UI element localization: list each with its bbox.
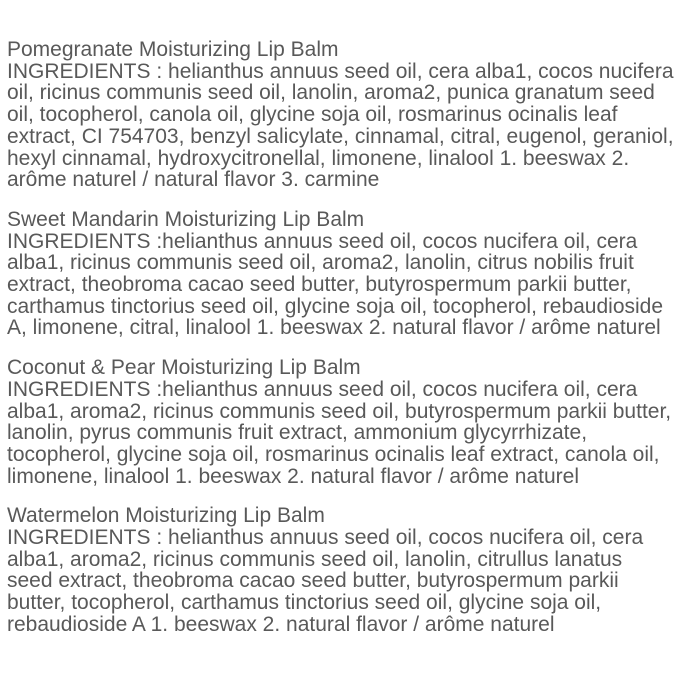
ingredients-line: extract, theobroma cacao seed butter, butyrospermum parkii butter, <box>7 273 632 297</box>
ingredients-line: INGREDIENTS :helianthus annuus seed oil, cocos nucifera oil, cera <box>7 229 638 253</box>
product-section-pomegranate <box>7 39 677 191</box>
ingredients-line: alba1, ricinus communis seed oil, aroma2, lanolin, citrus nobilis fruit <box>7 251 634 275</box>
product-title: Watermelon Moisturizing Lip Balm <box>7 504 325 528</box>
ingredients-line: oil, ricinus communis seed oil, lanolin, aroma2, punica granatum seed <box>7 81 655 105</box>
product-title: Pomegranate Moisturizing Lip Balm <box>7 38 339 61</box>
ingredients-line: alba1, aroma2, ricinus communis seed oil, butyrospermum parkii butter, <box>7 399 672 423</box>
ingredients-line: seed extract, theobroma cacao seed butter, butyrospermum parkii <box>7 569 619 593</box>
ingredients-line: lanolin, pyrus communis fruit extract, ammonium glycyrrhizate, <box>7 421 588 445</box>
product-section-watermelon <box>7 505 677 635</box>
ingredients-line: butter, tocopherol, carthamus tinctorius seed oil, glycine soja oil, <box>7 591 602 615</box>
product-title: Coconut & Pear Moisturizing Lip Balm <box>7 356 361 380</box>
ingredients-line: carthamus tinctorius seed oil, glycine soja oil, tocopherol, rebaudioside <box>7 294 664 318</box>
ingredients-line: INGREDIENTS :helianthus annuus seed oil, cocos nucifera oil, cera <box>7 377 638 401</box>
ingredients-line: hexyl cinnamal, hydroxycitronellal, limonene, linalool 1. beeswax 2. <box>7 146 630 170</box>
ingredients-line: arôme naturel / natural flavor 3. carmine <box>7 168 380 192</box>
ingredients-line: tocopherol, glycine soja oil, rosmarinus ocinalis leaf extract, canola oil, <box>7 442 660 466</box>
product-title: Sweet Mandarin Moisturizing Lip Balm <box>7 207 365 231</box>
ingredients-line: oil, tocopherol, canola oil, glycine soja oil, rosmarinus ocinalis leaf <box>7 103 618 127</box>
product-section-sweet-mandarin <box>7 209 677 339</box>
product-section-coconut-pear <box>7 357 677 487</box>
ingredients-line: INGREDIENTS : helianthus annuus seed oil, cocos nucifera oil, cera <box>7 526 644 550</box>
ingredients-line: A, limonene, citral, linalool 1. beeswax 2. natural flavor / arôme naturel <box>7 316 661 340</box>
ingredients-line: extract, CI 754703, benzyl salicylate, cinnamal, citral, eugenol, geraniol, <box>7 124 674 148</box>
ingredients-line: INGREDIENTS : helianthus annuus seed oil, cera alba1, cocos nucifera <box>7 59 674 83</box>
ingredients-line: alba1, aroma2, ricinus communis seed oil, lanolin, citrullus lanatus <box>7 547 623 571</box>
ingredients-line: rebaudioside A 1. beeswax 2. natural flavor / arôme naturel <box>7 612 555 636</box>
ingredients-line: limonene, linalool 1. beeswax 2. natural flavor / arôme naturel <box>7 464 579 488</box>
